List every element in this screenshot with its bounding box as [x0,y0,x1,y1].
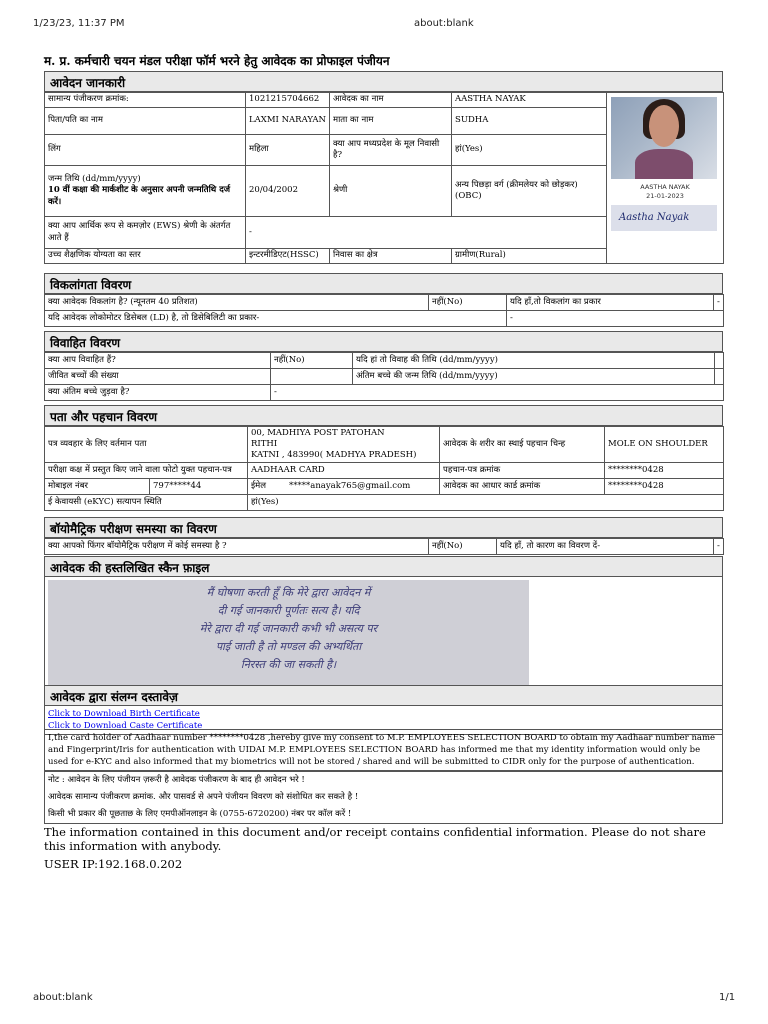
ekyc-value: हां(Yes) [248,495,724,511]
name-label: आवेदक का नाम [330,93,452,108]
section-title: विवाहित विवरण [44,331,723,352]
id-label: परीक्षा कक्ष में प्रस्तुत किए जाने वाला फोटो युक्त पहचान-पत्र [45,463,248,479]
address-label: पत्र व्यवहार के लिए वर्तमान पता [45,427,248,463]
applicant-photo [611,97,717,179]
id-no-label: पहचान-पत्र क्रमांक [440,463,605,479]
last-child-dob-label: अंतिम बच्चे की जन्म तिथि (dd/mm/yyyy) [353,369,715,385]
confidential-notice: The information contained in this document and/or receipt contains confidential information. Please do not share this information with anybody. [44,825,706,853]
photo-caption-name: AASTHA NAYAK [640,183,690,191]
footer-url: about:blank [33,992,93,1003]
download-caste-certificate-link[interactable]: Click to Download Caste Certificate [48,721,203,731]
disability-table [44,294,724,327]
aadhaar-label: आवेदक का आधार कार्ड क्रमांक [440,479,605,495]
section-title: पता और पहचान विवरण [44,405,723,426]
biometric-section [44,517,723,555]
email-cell [248,479,440,495]
note-line: किसी भी प्रकार की पूछताछ के लिए एमपीऑनलाइन के (0755-6720200) नंबर पर कॉल करें ! [48,809,352,819]
photo-cell [607,93,724,264]
ekyc-label: ई केवायसी (eKYC) सत्यापन स्थिति [45,495,248,511]
twins-label: क्या अंतिम बच्चे जुड़वा है? [45,385,271,401]
biometric-q-label: क्या आपको फिंगर बॉयोमैट्रिक परीक्षण में कोई समस्या है ? [45,539,429,555]
ews-value: - [246,217,607,249]
disability-q2-value: - [714,295,724,311]
aadhaar-consent-text: I,the card holder of Aadhaar number ********0428 ,hereby give my consent to M.P. EMPLOYEES SELECTION BOARD to obtain my Aadhaar number name and Fingerprint/Iris for authentication with UIDAI M.P. EMPLOYEES SELECTION BOARD has informed me that my identity information would only be used for e-KYC and also informed that my biometrics will not be stored / shared and will be submitted to CIDR only for the purpose of authentication. [44,729,723,771]
mother-label: माता का नाम [330,108,452,135]
mp-native-value: हां(Yes) [452,135,607,166]
disability-q2-label: यदि हाँ,तो विकलांग का प्रकार [507,295,714,311]
edu-label: उच्च शैक्षणिक योग्यता का स्तर [45,249,246,264]
marriage-date-value [715,353,724,369]
marital-table [44,352,724,401]
photo-caption-date: 21-01-2023 [646,192,684,200]
biometric-q-value: नहीं(No) [429,539,497,555]
handwriting-scan-image: मैं घोषणा करती हूँ कि मेरे द्वारा आवेदन में दी गई जानकारी पूर्णतः सत्य है। यदि मेरे द्वारा दी गई जानकारी कभी भी असत्य पर पाई जाती है तो मण्डल की अभ्यर्थिता निरस्त की जा सकती है। [48,580,529,688]
married-label: क्या आप विवाहित हैं? [45,353,271,369]
name-value: AASTHA NAYAK [452,93,607,108]
notes-box [44,771,723,824]
section-title: बॉयोमैट्रिक परीक्षण समस्या का विवरण [44,517,723,538]
dob-label: जन्म तिथि (dd/mm/yyyy) [48,174,141,185]
twins-value: - [271,385,724,401]
reg-label: सामान्य पंजीकरण क्रमांक: [45,93,246,108]
signature-image: Aastha Nayak [611,205,717,231]
applicant-section [44,71,723,264]
father-label: पिता/पति का नाम [45,108,246,135]
disability-q1-value: नहीं(No) [429,295,507,311]
note-line: नोट : आवेदन के लिए पंजीयन ज़रूरी है आवेदक पंजीकरण के बाद ही आवेदन भरे ! [48,775,305,785]
section-title: आवेदन जानकारी [44,71,723,92]
disability-section [44,273,723,327]
section-title: विकलांगता विवरण [44,273,723,294]
gender-label: लिंग [45,135,246,166]
ews-label: क्या आप आर्थिक रूप से कमज़ोर (EWS) श्रेणी के अंतर्गत आते हैं [45,217,246,249]
address-table [44,426,724,511]
disability-q3-value: - [507,311,724,327]
id-no-value: ********0428 [605,463,724,479]
print-timestamp: 1/23/23, 11:37 PM [33,18,125,29]
page-count: 1/1 [719,992,736,1003]
applicant-table [44,92,724,264]
dob-value: 20/04/2002 [246,166,330,217]
area-value: ग्रामीण(Rural) [452,249,607,264]
biometric-table [44,538,724,555]
address-section [44,405,723,511]
mark-value: MOLE ON SHOULDER [605,427,724,463]
note-line: आवेदक सामान्य पंजीकरण क्रमांक. और पासवर्ड से अपने पंजीयन विवरण को संशोधित कर सकते है ! [48,792,359,802]
user-ip: USER IP:192.168.0.202 [44,857,183,871]
section-title: आवेदक की हस्तलिखित स्कैन फ़ाइल [44,556,723,577]
dob-note: 10 वीं कक्षा की मार्कशीट के अनुसार अपनी जन्मतिथि दर्ज करें। [48,185,231,207]
father-value: LAXMI NARAYAN [246,108,330,135]
email-value: *****anayak765@gmail.com [289,481,411,492]
download-birth-certificate-link[interactable]: Click to Download Birth Certificate [48,709,200,719]
biometric-reason-label: यदि हाँ, तो कारण का विवरण दें- [497,539,714,555]
category-label: श्रेणी [330,166,452,217]
print-url: about:blank [414,18,474,29]
reg-value: 1021215704662 [246,93,330,108]
handwriting-section [44,556,723,692]
page-title: म. प्र. कर्मचारी चयन मंडल परीक्षा फॉर्म भरने हेतु आवेदक का प्रोफाइल पंजीयन [44,54,390,68]
children-value [271,369,353,385]
disability-q3-label: यदि आवेदक लोकोमोटर डिसेबल (LD) है, तो डिसेबिलिटी का प्रकार- [45,311,507,327]
marital-section [44,331,723,401]
disability-q1-label: क्या आवेदक विकलांग है? (न्यूनतम 40 प्रतिशत) [45,295,429,311]
mobile-label: मोबाइल नंबर [45,479,150,495]
documents-section [44,685,723,735]
email-label: ईमेल [251,481,267,492]
id-value: AADHAAR CARD [248,463,440,479]
children-label: जीवित बच्चों की संख्या [45,369,271,385]
mark-label: आवेदक के शरीर का स्थाई पहचान चिन्ह [440,427,605,463]
edu-value: इन्टरमीडिएट(HSSC) [246,249,330,264]
gender-value: महिला [246,135,330,166]
dob-label-cell [45,166,246,217]
biometric-reason-value: - [714,539,724,555]
married-value: नहीं(No) [271,353,353,369]
address-value: 00, MADHIYA POST PATOHAN RITHI KATNI , 483990( MADHYA PRADESH) [248,427,440,463]
mother-value: SUDHA [452,108,607,135]
mobile-value: 797*****44 [150,479,248,495]
area-label: निवास का क्षेत्र [330,249,452,264]
last-child-dob-value [715,369,724,385]
section-title: आवेदक द्वारा संलग्न दस्तावेज़ [44,685,723,706]
aadhaar-value: ********0428 [605,479,724,495]
mp-native-label: क्या आप मध्यप्रदेश के मूल निवासी है? [330,135,452,166]
category-value: अन्य पिछड़ा वर्ग (क्रीमलेयर को छोड़कर) (OBC) [452,166,607,217]
marriage-date-label: यदि हां तो विवाह की तिथि (dd/mm/yyyy) [353,353,715,369]
